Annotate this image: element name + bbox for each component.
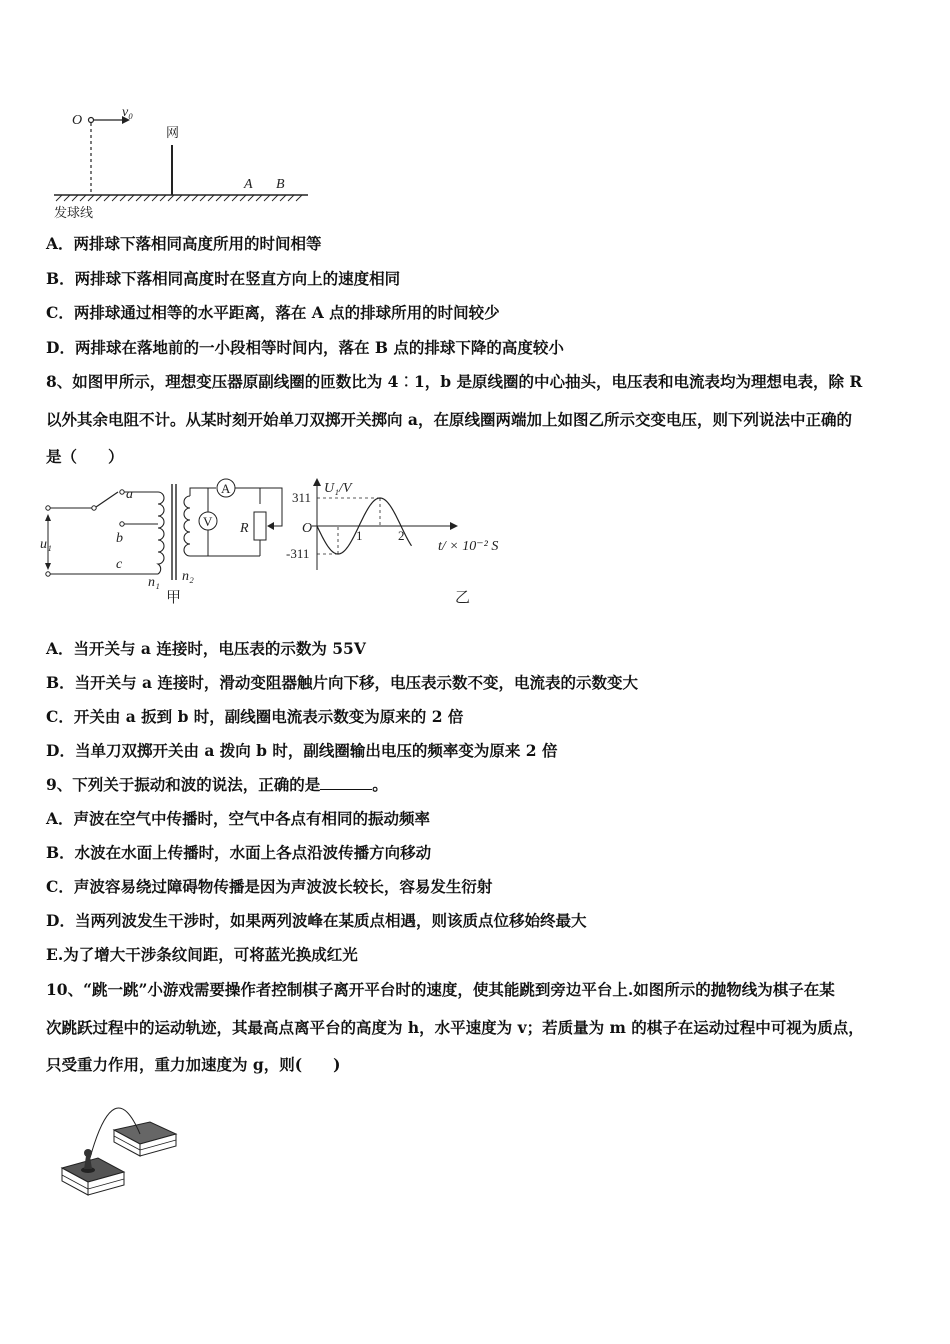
- q9-option-b: B．水波在水面上传播时，水面上各点沿波传播方向移动: [46, 843, 432, 862]
- q10-stem-line-3: 只受重力作用，重力加速度为 g，则( ): [46, 1055, 341, 1074]
- q9-option-e: E.为了增大干涉条纹间距，可将蓝光换成红光: [46, 945, 358, 964]
- origin-dot: [89, 118, 94, 123]
- q7-option-c: C．两排球通过相等的水平距离，落在 A 点的排球所用的时间较少: [46, 303, 500, 322]
- q8-option-b: B．当开关与 a 连接时，滑动变阻器触片向下移，电压表示数不变，电流表的示数变大: [46, 673, 638, 692]
- q8-option-c: C．开关由 a 扳到 b 时，副线圈电流表示数变为原来的 2 倍: [46, 707, 464, 726]
- x-axis-label: t/ × 10⁻² S: [438, 539, 499, 554]
- label-net: 网: [166, 125, 180, 140]
- wire-secondary-top-right: [235, 488, 260, 504]
- label-serve-line: 发球线: [54, 205, 94, 220]
- secondary-coil: [184, 496, 190, 556]
- label-o: O: [72, 113, 83, 128]
- piece-head: [84, 1149, 92, 1157]
- jump-game-figure: [56, 1098, 186, 1202]
- label-v0: v₀: [122, 105, 134, 120]
- q7-option-d: D．两排球在落地前的一小段相等时间内，落在 B 点的排球下降的高度较小: [46, 338, 564, 357]
- switch-blade: [96, 492, 118, 507]
- piece-body: [84, 1156, 92, 1169]
- ground-hatching: [56, 195, 302, 201]
- rheostat: [254, 512, 266, 540]
- label-voltmeter: V: [203, 514, 213, 529]
- x-tick-label: 1: [356, 528, 363, 543]
- contact-a: [120, 490, 124, 494]
- y-axis-label: U₁/V: [324, 481, 352, 496]
- q9-stem: [46, 775, 388, 795]
- wire-secondary-top-left: [190, 488, 216, 496]
- label-b: b: [116, 531, 123, 546]
- q7-option-b: B．两排球下落相同高度时在竖直方向上的速度相同: [46, 269, 401, 288]
- y-axis-arrowhead: [313, 478, 321, 486]
- label-n2: n₂: [182, 569, 194, 584]
- y-tick-label: 311: [292, 490, 312, 505]
- label-a: A: [244, 177, 253, 192]
- switch-pivot: [92, 506, 96, 510]
- q9-option-a: A．声波在空气中传播时，空气中各点有相同的振动频率: [46, 809, 431, 828]
- q7-option-a: A．两排球下落相同高度所用的时间相等: [46, 234, 322, 253]
- transformer-figure: [40, 474, 300, 608]
- q9-option-d: D．当两列波发生干涉时，如果两列波峰在某质点相遇，则该质点位移始终最大: [46, 911, 587, 930]
- x-axis-arrowhead: [450, 522, 458, 530]
- label-b: B: [276, 177, 285, 192]
- label-n1: n₁: [148, 575, 160, 590]
- q10-stem-line-2: 次跳跃过程中的运动轨迹，其最高点离平台的高度为 h，水平速度为 v；若质量为 m 的棋子在运动过程中可视为质点，: [46, 1018, 864, 1037]
- y-tick-label: -311: [286, 546, 310, 561]
- caption-jia: 甲: [166, 588, 182, 606]
- label-ammeter: A: [221, 481, 231, 496]
- q9-stem-end: 。: [372, 775, 388, 794]
- q8-stem-line-3: 是（ ）: [46, 447, 124, 466]
- q8-stem-line-2: 以外其余电阻不计。从某时刻开始单刀双掷开关掷向 a，在原线圈两端加上如图乙所示交变电压，则下列说法中正确的: [46, 410, 852, 429]
- origin-label: O: [302, 521, 313, 536]
- q8-stem-line-1: 8、如图甲所示，理想变压器原副线圈的匝数比为 4︰1，b 是原线圈的中心抽头，电压表和电流表均为理想电表，除 R: [46, 372, 863, 391]
- label-a: a: [126, 487, 133, 502]
- q9-stem-text: 9、下列关于振动和波的说法，正确的是: [46, 775, 321, 794]
- input-terminal-top: [46, 506, 50, 510]
- u1-arrowhead-down: [45, 563, 51, 570]
- u1-arrowhead-up: [45, 514, 51, 521]
- contact-b: [120, 522, 124, 526]
- input-terminal-bottom: [46, 572, 50, 576]
- q9-option-c: C．声波容易绕过障碍物传播是因为声波波长较长，容易发生衍射: [46, 877, 493, 896]
- caption-yi: 乙: [455, 588, 471, 606]
- q8-option-d: D．当单刀双掷开关由 a 拨向 b 时，副线圈输出电压的频率变为原来 2 倍: [46, 741, 558, 760]
- slider-arrow: [267, 522, 274, 530]
- label-c: c: [116, 557, 123, 572]
- label-r: R: [240, 521, 249, 536]
- q10-stem-line-1: 10、“跳一跳”小游戏需要操作者控制棋子离开平台时的速度，使其能跳到旁边平台上.如图所示的抛物线为棋子在某: [46, 980, 835, 999]
- x-tick-label: 2: [398, 528, 405, 543]
- answer-blank: [320, 775, 372, 790]
- primary-coil: [158, 492, 164, 574]
- q8-option-a: A．当开关与 a 连接时，电压表的示数为 55V: [46, 639, 366, 658]
- volleyball-figure: [48, 100, 318, 222]
- voltage-chart: [282, 474, 512, 608]
- label-u1: u₁: [40, 537, 52, 552]
